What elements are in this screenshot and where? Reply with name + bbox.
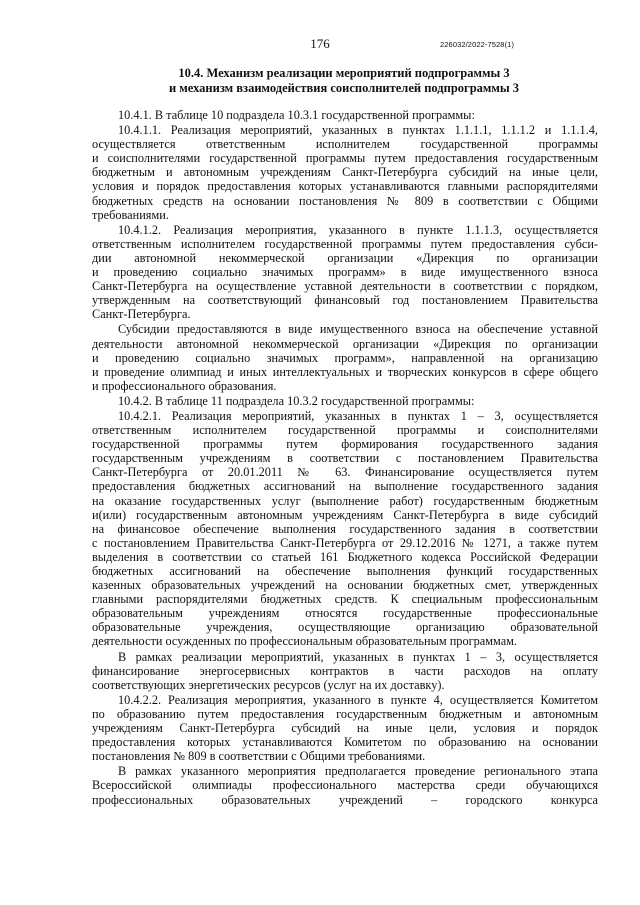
paragraph	[92, 322, 598, 392]
paragraph	[92, 108, 598, 122]
text-line: и проведение олимпиад и иных интеллектуальных и творческих конкурсов в сфере общего	[92, 364, 598, 379]
section-title	[90, 66, 598, 96]
text-line: 10.4.1.2. Реализация мероприятия, указанного в пункте 1.1.1.3, осуществляется	[118, 222, 598, 237]
text-line: на финансовое обеспечение выполнения государственного задания в соответствии	[92, 521, 598, 536]
text-line: учреждениям Санкт-Петербурга субсидий на иные цели, условия и порядок	[92, 721, 598, 736]
text-line: образовательным учреждениям относятся государственные профессиональные	[92, 606, 598, 621]
paragraph	[92, 394, 598, 408]
text-line: соответствующих энергетических ресурсов (услуг на их доставку).	[92, 677, 445, 692]
text-line: требованиями.	[92, 207, 169, 222]
paragraph	[92, 123, 598, 222]
text-line: осуществляется ответственным исполнителем государственной программы	[92, 137, 598, 152]
text-line: постановления № 809 в соответствии с Общими требованиями.	[92, 749, 426, 764]
text-line: Санкт-Петербурга.	[92, 307, 191, 322]
text-line: с постановлением Правительства Санкт-Петербурга от 29.12.2016 № 1271, а также путем	[92, 535, 598, 550]
text-line: утвержденным на соответствующий финансовый год постановлением Правительства	[92, 293, 598, 308]
text-line: по образованию путем предоставления государственным бюджетным и автономным	[92, 706, 598, 721]
text-line: 10.4.2.1. Реализация мероприятий, указанных в пунктах 1 – 3, осуществляется	[118, 408, 598, 423]
text-line: предоставления которых устанавливаются Комитетом по образованию на основании	[92, 735, 598, 750]
text-line: предоставления бюджетных ассигнований на выполнение государственного задания	[92, 479, 598, 494]
text-line: ответственным исполнителем государственной программы и соисполнителями	[92, 423, 598, 438]
text-line: Субсидии предоставляются в виде имущественного взноса на обеспечение уставной	[118, 322, 598, 337]
text-line: казенных образовательных учреждений на основании бюджетных смет, утвержденных	[92, 578, 598, 593]
text-line: бюджетным и автономным учреждениям Санкт-Петербурга субсидий на иные цели,	[92, 165, 598, 180]
page-number: 176	[310, 36, 330, 51]
text-line: В рамках реализации мероприятий, указанных в пунктах 1 – 3, осуществляется	[118, 649, 598, 664]
text-line: на оказание государственных услуг (выполнение работ) государственным бюджетным	[92, 493, 598, 508]
paragraph	[92, 409, 598, 649]
text-line: образовательные учреждения, осуществляющие организацию образовательной	[92, 620, 598, 635]
text-line: и проведению социально значимых программ» в виде имущественного взноса	[92, 265, 598, 280]
text-line: государственной программы путем формирования государственного задания	[92, 437, 598, 452]
paragraph	[92, 650, 598, 692]
text-line: и соисполнителями государственной программы путем предоставления государственным	[92, 151, 598, 166]
text-line: ответственным исполнителем государственной программы путем предоставления субси-	[92, 236, 598, 251]
text-line: государственным учреждениям в соответствии с постановлением Правительства	[92, 451, 598, 466]
text-line: деятельности осужденных по профессиональным образовательным программам.	[92, 634, 518, 649]
text-line: дии автономной некоммерческой организации «Дирекция по организации	[92, 250, 598, 265]
body-text	[92, 108, 598, 808]
text-line: 10.4.1. В таблице 10 подраздела 10.3.1 государственной программы:	[118, 108, 475, 122]
text-line: профессиональных образовательных учреждений – городского конкурса	[92, 792, 598, 807]
text-line: деятельности автономной некоммерческой организации «Дирекция по организации	[92, 336, 598, 351]
text-line: Санкт-Петербурга от 20.01.2011 № 63. Финансирование осуществляется путем	[92, 465, 598, 480]
paragraph	[92, 764, 598, 806]
section-title-line-2: и механизм взаимодействия соисполнителей подпрограммы 3	[168, 81, 520, 95]
text-line: 10.4.2.2. Реализация мероприятия, указанного в пункте 4, осуществляется Комитетом	[118, 692, 598, 707]
text-line: 10.4.2. В таблице 11 подраздела 10.3.2 государственной программы:	[118, 393, 475, 408]
text-line: 10.4.1.1. Реализация мероприятий, указанных в пунктах 1.1.1.1, 1.1.1.2 и 1.1.1.4,	[118, 123, 598, 138]
text-line: главными распорядителями бюджетных средств. К специальным профессиональным	[92, 592, 598, 607]
text-line: Санкт-Петербурга на осуществление уставной деятельности в соответствии с порядком,	[92, 279, 598, 294]
document-code: 226032/2022-7528(1)	[440, 40, 515, 49]
section-title-line-1: 10.4. Механизм реализации мероприятий подпрограммы 3	[178, 66, 510, 80]
text-line: В рамках указанного мероприятия предполагается проведение регионального этапа	[118, 764, 598, 779]
paragraph	[92, 223, 598, 322]
text-line: и(или) государственным автономным учреждениям Санкт-Петербурга в виде субсидий	[92, 507, 598, 522]
text-line: выделения в соответствии со статьей 161 Бюджетного кодекса Российской Федерации	[92, 549, 598, 564]
text-line: Всероссийской олимпиады профессионального мастерства среди обучающихся	[92, 778, 598, 793]
text-line: финансирование энергосервисных контрактов в части расходов на оплату	[92, 663, 598, 678]
text-line: и проведению социально значимых программ», направленной на организацию	[92, 350, 598, 365]
paragraph	[92, 693, 598, 763]
text-line: бюджетных ассигнований на обеспечение выполнения функций государственных	[92, 564, 598, 578]
text-line: бюджетных средств на основании постановления № 809 в соответствии с Общими	[92, 193, 598, 208]
text-line: и профессионального образования.	[92, 378, 277, 393]
text-line: условия и порядок предоставления которых устанавливаются главными распорядителями	[92, 179, 598, 194]
